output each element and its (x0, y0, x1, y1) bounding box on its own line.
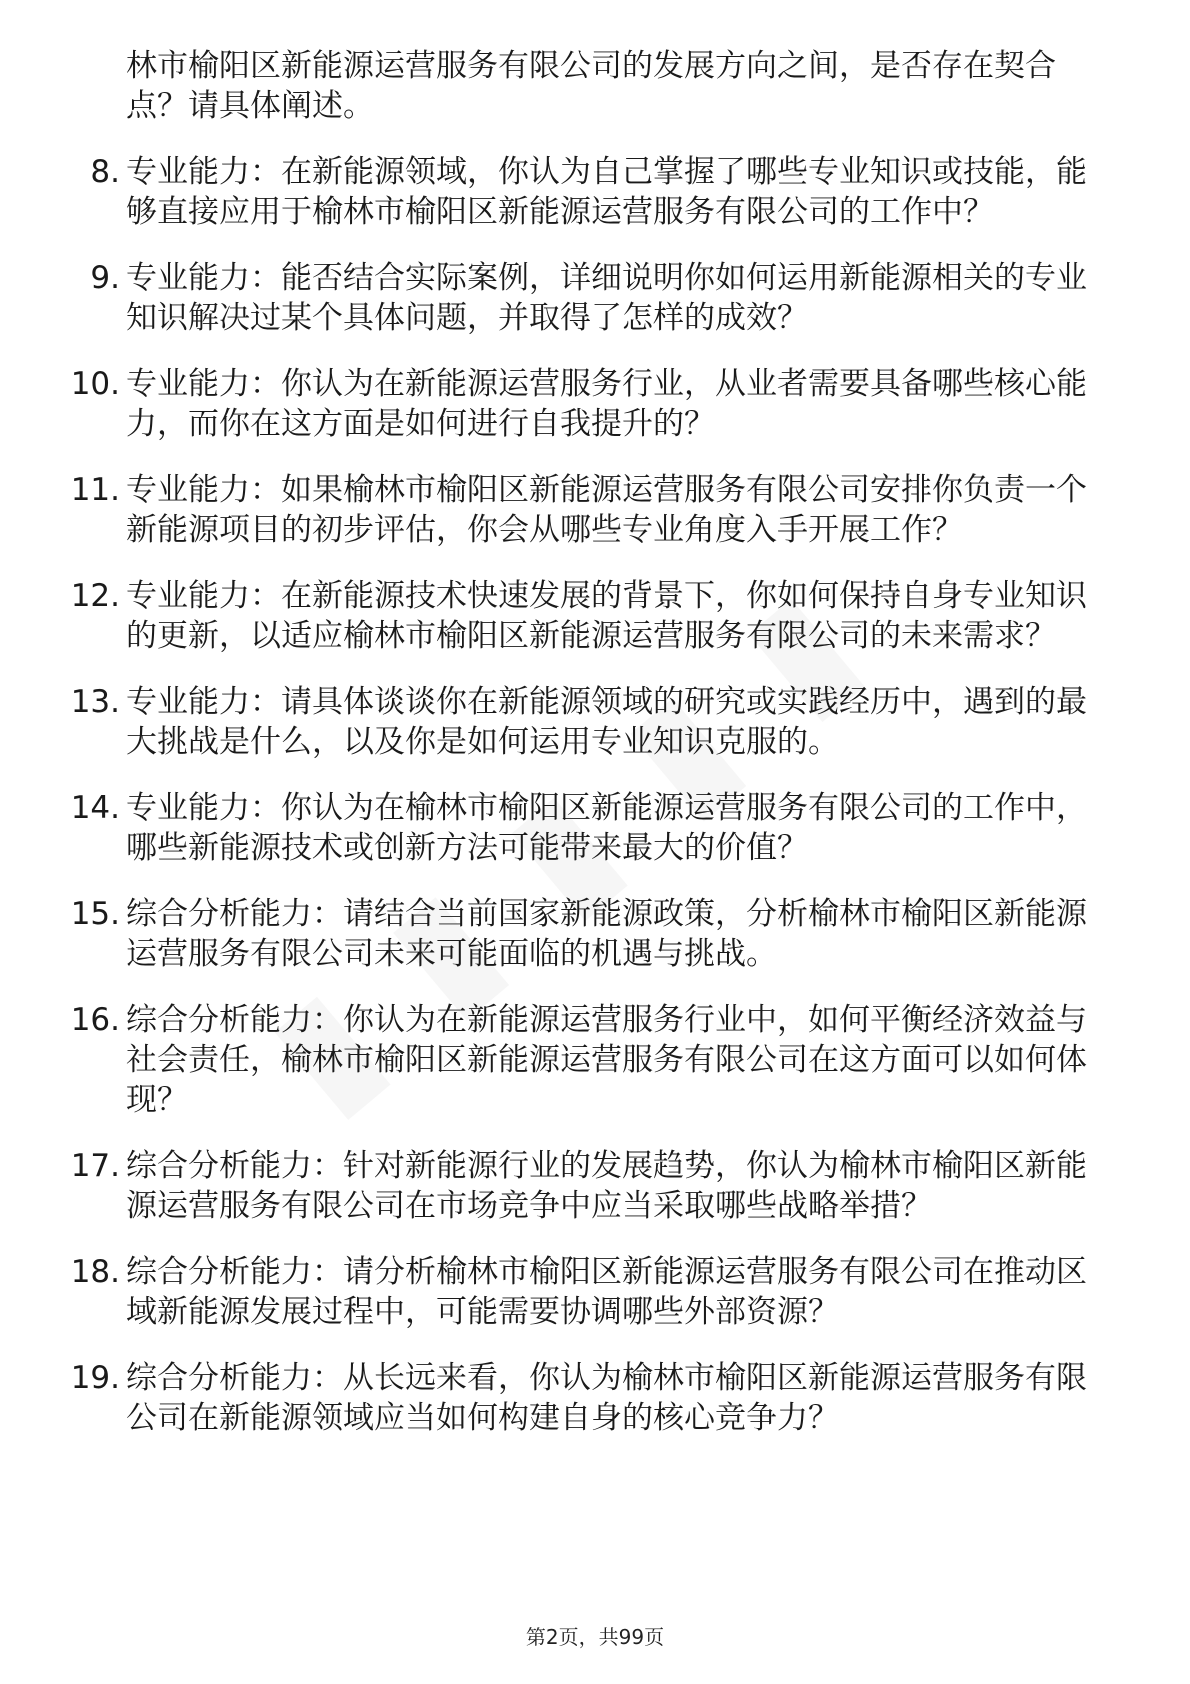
question-number: 19. (70, 1360, 120, 1396)
question-text: 综合分析能力：请结合当前国家新能源政策，分析榆林市榆阳区新能源运营服务有限公司未来可能面临的机遇与挑战。 (126, 896, 1087, 972)
question-item (62, 470, 1108, 550)
question-list (62, 46, 1108, 1464)
question-number: 13. (70, 684, 120, 720)
question-item (62, 258, 1108, 338)
question-item (62, 1358, 1108, 1438)
question-item (62, 1252, 1108, 1332)
question-text: 专业能力：能否结合实际案例，详细说明你如何运用新能源相关的专业知识解决过某个具体问题，并取得了怎样的成效？ (126, 260, 1087, 336)
question-text: 专业能力：你认为在榆林市榆阳区新能源运营服务有限公司的工作中，哪些新能源技术或创新方法可能带来最大的价值？ (126, 790, 1087, 866)
question-text: 综合分析能力：从长远来看，你认为榆林市榆阳区新能源运营服务有限公司在新能源领域应当如何构建自身的核心竞争力？ (126, 1360, 1087, 1436)
question-number: 15. (70, 896, 120, 932)
question-item (62, 682, 1108, 762)
question-item (62, 364, 1108, 444)
question-item (62, 576, 1108, 656)
question-text: 综合分析能力：请分析榆林市榆阳区新能源运营服务有限公司在推动区域新能源发展过程中，可能需要协调哪些外部资源？ (126, 1254, 1087, 1330)
question-text: 专业能力：请具体谈谈你在新能源领域的研究或实践经历中，遇到的最大挑战是什么，以及你是如何运用专业知识克服的。 (126, 684, 1087, 760)
question-text: 专业能力：你认为在新能源运营服务行业，从业者需要具备哪些核心能力，而你在这方面是如何进行自我提升的？ (126, 366, 1087, 442)
question-item (62, 1146, 1108, 1226)
question-text: 综合分析能力：针对新能源行业的发展趋势，你认为榆林市榆阳区新能源运营服务有限公司在市场竞争中应当采取哪些战略举措？ (126, 1148, 1087, 1224)
question-text: 综合分析能力：你认为在新能源运营服务行业中，如何平衡经济效益与社会责任，榆林市榆阳区新能源运营服务有限公司在这方面可以如何体现？ (126, 1002, 1087, 1118)
question-text: 专业能力：如果榆林市榆阳区新能源运营服务有限公司安排你负责一个新能源项目的初步评估，你会从哪些专业角度入手开展工作？ (126, 472, 1087, 548)
question-text: 专业能力：在新能源领域，你认为自己掌握了哪些专业知识或技能，能够直接应用于榆林市榆阳区新能源运营服务有限公司的工作中？ (126, 154, 1087, 230)
question-number: 16. (70, 1002, 120, 1038)
question-item (62, 788, 1108, 868)
question-number: 14. (70, 790, 120, 826)
question-number: 12. (70, 578, 120, 614)
question-number: 8. (90, 154, 120, 190)
question-number: 9. (90, 260, 120, 296)
question-number: 18. (70, 1254, 120, 1290)
question-number: 17. (70, 1148, 120, 1184)
question-text: 专业能力：在新能源技术快速发展的背景下，你如何保持自身专业知识的更新，以适应榆林市榆阳区新能源运营服务有限公司的未来需求？ (126, 578, 1087, 654)
question-number: 11. (70, 472, 120, 508)
question-item (62, 894, 1108, 974)
question-number: 10. (70, 366, 120, 402)
question-item (62, 1000, 1108, 1120)
question-item (62, 152, 1108, 232)
page-footer: 第2页，共99页 (525, 1625, 665, 1649)
continued-question-text: 林市榆阳区新能源运营服务有限公司的发展方向之间，是否存在契合点？请具体阐述。 (126, 48, 1056, 124)
